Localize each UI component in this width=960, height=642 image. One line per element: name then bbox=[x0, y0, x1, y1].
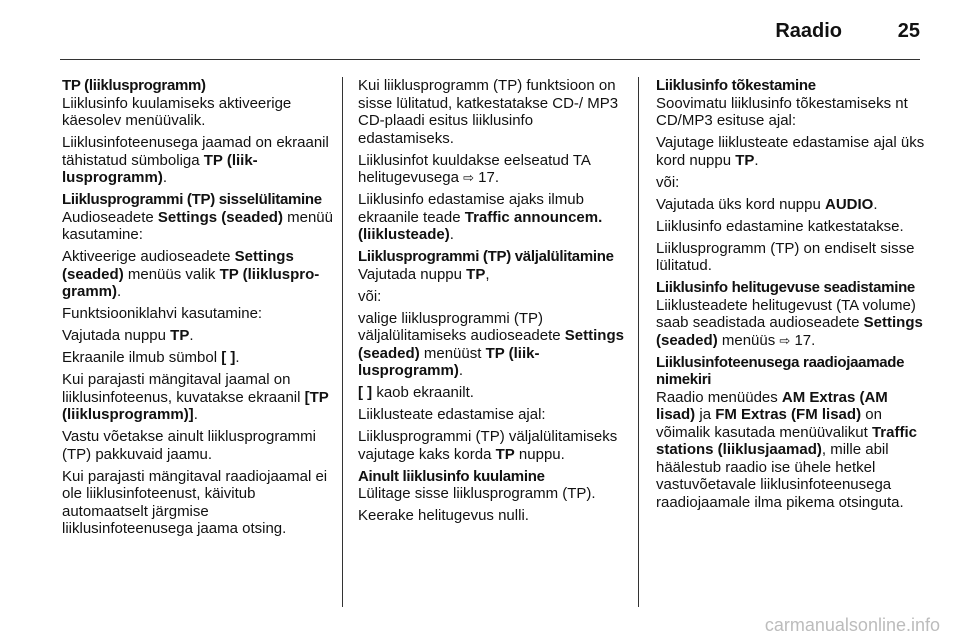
text: . bbox=[162, 169, 168, 186]
paragraph: või: bbox=[358, 287, 382, 305]
column-divider bbox=[638, 77, 639, 607]
symbol-term: [ ] bbox=[358, 384, 373, 401]
header-rule bbox=[60, 59, 920, 60]
menu-term: Settings (seaded) bbox=[62, 248, 294, 283]
button-term: TP bbox=[735, 151, 755, 169]
column-2 bbox=[358, 77, 630, 529]
menu-term: Settings (seaded) bbox=[358, 327, 624, 362]
paragraph: Lülitage sisse liiklusprogramm (TP). bbox=[358, 485, 596, 502]
paragraph: Liiklusinfo kuulamiseks aktiveerige käesolev menüüvalik. bbox=[62, 94, 292, 129]
text: Vajutada nuppu bbox=[358, 265, 467, 283]
paragraph bbox=[656, 196, 928, 214]
menu-term: FM Extras (FM lisad) bbox=[715, 406, 862, 423]
text: Vajutada üks kord nuppu bbox=[656, 195, 826, 213]
paragraph bbox=[656, 389, 928, 512]
paragraph: Liiklusteate edastamise ajal: bbox=[358, 406, 546, 423]
page-number: 25 bbox=[897, 20, 920, 42]
section-heading: Liiklusprogrammi (TP) väljalülitamine bbox=[358, 248, 614, 265]
button-term: TP bbox=[170, 327, 190, 344]
text: Vajutage liiklusteate edastamise ajal üks kord nuppu bbox=[656, 134, 925, 169]
button-term: AUDIO bbox=[825, 195, 874, 213]
text: . bbox=[193, 406, 198, 423]
column-3 bbox=[656, 77, 928, 516]
paragraph: Funktsiooniklahvi kasutamine: bbox=[62, 305, 263, 322]
section-heading: TP (liiklusprogramm) bbox=[62, 77, 206, 94]
section-heading: Liiklusinfo tõkestamine bbox=[656, 77, 816, 94]
paragraph bbox=[656, 297, 928, 350]
text: Kui parajasti mängitaval jaamal on liiklusinfoteenus, kuvatakse ekraanil bbox=[62, 371, 305, 406]
text: Ekraanile ilmub sümbol bbox=[62, 349, 222, 366]
text: ja bbox=[695, 406, 716, 423]
paragraph bbox=[358, 152, 630, 187]
page-header bbox=[0, 0, 960, 60]
text: . bbox=[754, 151, 759, 169]
text: nuppu. bbox=[514, 445, 565, 463]
text: Liiklusinfoteenusega jaamad on ekraanil tähistatud sümboliga bbox=[62, 134, 329, 169]
text: . bbox=[189, 327, 194, 344]
paragraph: Kui parajasti mängitaval raadiojaamal ei ole liiklusinfoteenust, käivitub automaatselt järgmise liiklusinfoteenusega jaama otsing. bbox=[62, 467, 328, 537]
paragraph: Liiklusinfo edastamine katkestatakse. bbox=[656, 217, 904, 235]
text: Liiklusteadete helitugevust (TA volume) saab seadistada audioseadete bbox=[656, 296, 916, 331]
menu-term: Settings (seaded) bbox=[157, 208, 283, 226]
paragraph bbox=[62, 209, 334, 244]
text: Aktiveerige audioseadete bbox=[62, 248, 235, 265]
text: Liiklusprogrammi (TP) väljalülitamiseks vajutage kaks korda bbox=[358, 428, 618, 463]
section-heading: Liiklusinfoteenusega raadiojaamade nimekiri bbox=[656, 353, 905, 388]
text: . bbox=[235, 349, 240, 366]
watermark: carmanualsonline.info bbox=[764, 615, 940, 635]
button-term: TP bbox=[495, 445, 515, 463]
menu-term: TP (liik-lusprogramm) bbox=[62, 151, 258, 186]
paragraph bbox=[358, 266, 630, 284]
button-term: TP bbox=[466, 265, 486, 283]
page-title: Raadio bbox=[775, 20, 842, 42]
text: Liiklusinfo edastamise ajaks ilmub ekraanile teade bbox=[358, 191, 584, 226]
paragraph bbox=[62, 327, 334, 345]
paragraph: Kui liiklusprogramm (TP) funktsioon on sisse lülitatud, katkestatakse CD-/ MP3 CD-plaadi esitus liiklusinfo edastamiseks. bbox=[358, 77, 619, 147]
column-divider bbox=[342, 77, 343, 607]
text: , bbox=[485, 265, 490, 283]
paragraph bbox=[62, 371, 334, 424]
text: Liiklusinfot kuuldakse eelseatud TA helitugevusega bbox=[358, 151, 591, 186]
paragraph bbox=[358, 384, 630, 402]
text: 17. bbox=[790, 331, 816, 349]
paragraph bbox=[358, 191, 630, 244]
text: kaob ekraanilt. bbox=[372, 384, 474, 401]
symbol-term: [ ] bbox=[221, 349, 236, 366]
paragraph bbox=[358, 310, 630, 380]
paragraph bbox=[656, 134, 928, 169]
text: , mille abil häälestub raadio ise ühele hetkel vastuvõetavale liiklusinfoteenusega raadiojaamale ilma pikema otsinguta. bbox=[656, 441, 904, 511]
text: Raadio menüüdes bbox=[656, 388, 782, 406]
menu-term: Traffic stations (liiklusjaamad) bbox=[656, 423, 917, 458]
section-heading: Liiklusprogrammi (TP) sisselülitamine bbox=[62, 191, 322, 208]
text: . bbox=[449, 226, 454, 243]
text: 17. bbox=[474, 169, 500, 186]
column-1 bbox=[62, 77, 334, 542]
text: . bbox=[458, 362, 464, 379]
text: . bbox=[873, 195, 878, 213]
paragraph bbox=[62, 248, 334, 301]
text: menüüs bbox=[717, 331, 780, 349]
paragraph: või: bbox=[656, 173, 680, 191]
menu-term: Settings (seaded) bbox=[656, 314, 923, 349]
text: menüüs valik bbox=[123, 265, 220, 283]
paragraph: Soovimatu liiklusinfo tõkestamiseks nt CD/MP3 esituse ajal: bbox=[656, 94, 908, 129]
text: menüüst bbox=[419, 344, 486, 362]
menu-term: TP (liiklusprо-gramm) bbox=[62, 265, 320, 300]
paragraph: Keerake helitugevus nulli. bbox=[358, 507, 529, 524]
text: . bbox=[117, 283, 122, 300]
display-term: [TP (liiklusprogramm)] bbox=[62, 388, 329, 423]
text: menüü kasutamine: bbox=[62, 208, 333, 243]
paragraph bbox=[62, 134, 334, 187]
text: Audioseadete bbox=[62, 208, 158, 226]
page-ref-arrow-icon: ⇨ bbox=[779, 332, 791, 348]
section-heading: Ainult liiklusinfo kuulamine bbox=[358, 467, 545, 485]
text: valige liiklusprogrammi (TP) väljalülitamiseks audioseadete bbox=[358, 309, 565, 344]
section-heading: Liiklusinfo helitugevuse seadistamine bbox=[656, 279, 915, 296]
menu-term: TP (liik-lusprogramm) bbox=[358, 344, 540, 379]
text: on võimalik kasutada menüüvalikut bbox=[656, 406, 882, 441]
menu-term: AM Extras (AM lisad) bbox=[656, 388, 888, 423]
text: Vajutada nuppu bbox=[62, 327, 171, 344]
paragraph: Vastu võetakse ainult liiklusprogrammi (TP) pakkuvaid jaamu. bbox=[62, 428, 316, 463]
paragraph bbox=[358, 428, 630, 463]
paragraph: Liiklusprogramm (TP) on endiselt sisse lülitatud. bbox=[656, 239, 915, 274]
display-term: Traffic announcem. (liiklusteade) bbox=[358, 208, 603, 243]
page-ref-arrow-icon: ⇨ bbox=[463, 170, 474, 185]
paragraph bbox=[62, 349, 334, 367]
